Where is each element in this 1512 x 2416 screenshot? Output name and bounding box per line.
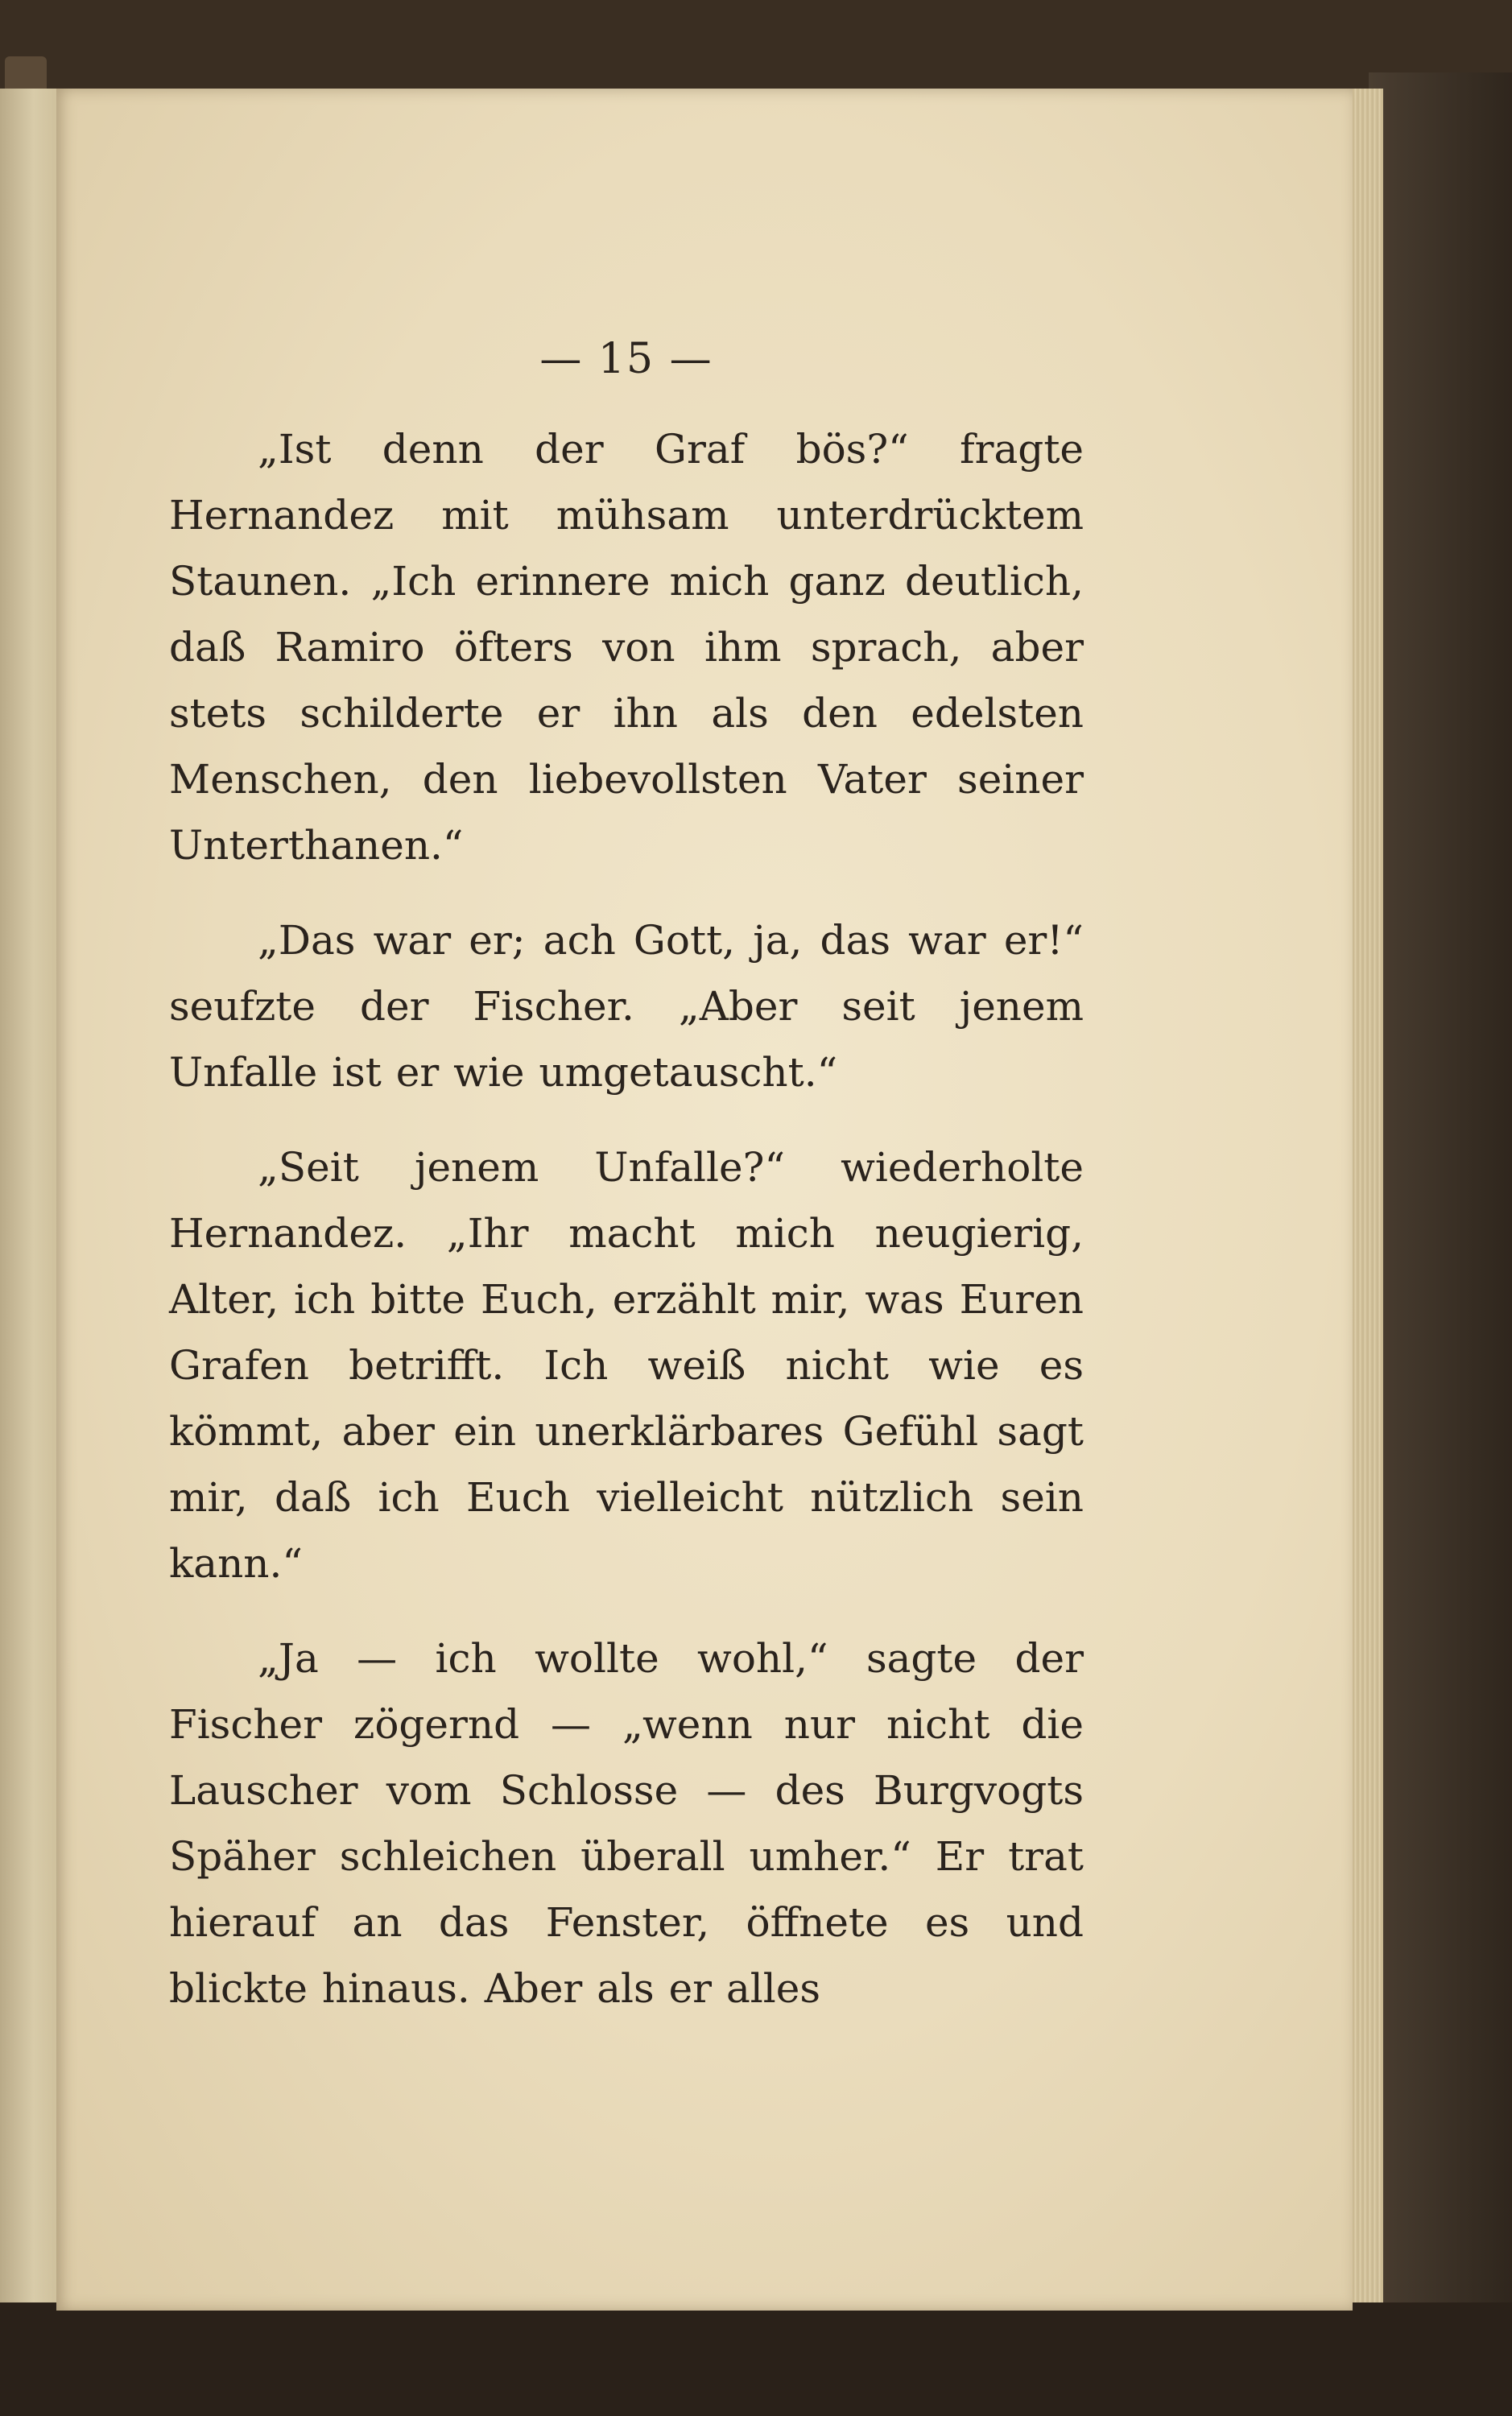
cover-board-bottom xyxy=(0,2302,1512,2416)
paragraph-2: „Das war er; ach Gott, ja, das war er!“ seufzte der Fischer. „Aber seit jenem Unfalle ist er wie umgetauscht.“ xyxy=(169,917,1084,1096)
cover-board-right xyxy=(1369,72,1512,2327)
paragraph-4: „Ja — ich wollte wohl,“ sagte der Fischer zögernd — „wenn nur nicht die Lauscher vom Schlosse — des Burgvogts Späher schleichen überall umher.“ Er trat hierauf an das Fenster, öffnete es und blickte hinaus. Aber als er alles xyxy=(169,1635,1084,2012)
previous-page-edge xyxy=(0,89,56,2319)
page-text xyxy=(169,326,1084,2051)
paragraph-1: „Ist denn der Graf bös?“ fragte Hernandez mit mühsam unterdrücktem Staunen. „Ich erinnere mich ganz deutlich, daß Ramiro öfters von ihm sprach, aber stets schilderte er ihn als den edelsten Menschen, den liebevollsten Vater seiner Unterthanen.“ xyxy=(169,426,1084,869)
paragraph-3: „Seit jenem Unfalle?“ wiederholte Hernandez. „Ihr macht mich neugierig, Alter, ich bitte Euch, erzählt mir, was Euren Grafen betrifft. Ich weiß nicht wie es kömmt, aber ein unerklärbares Gefühl sagt mir, daß ich Euch vielleicht nützlich sein kann.“ xyxy=(169,1144,1084,1587)
page-number: — 15 — xyxy=(539,335,713,383)
